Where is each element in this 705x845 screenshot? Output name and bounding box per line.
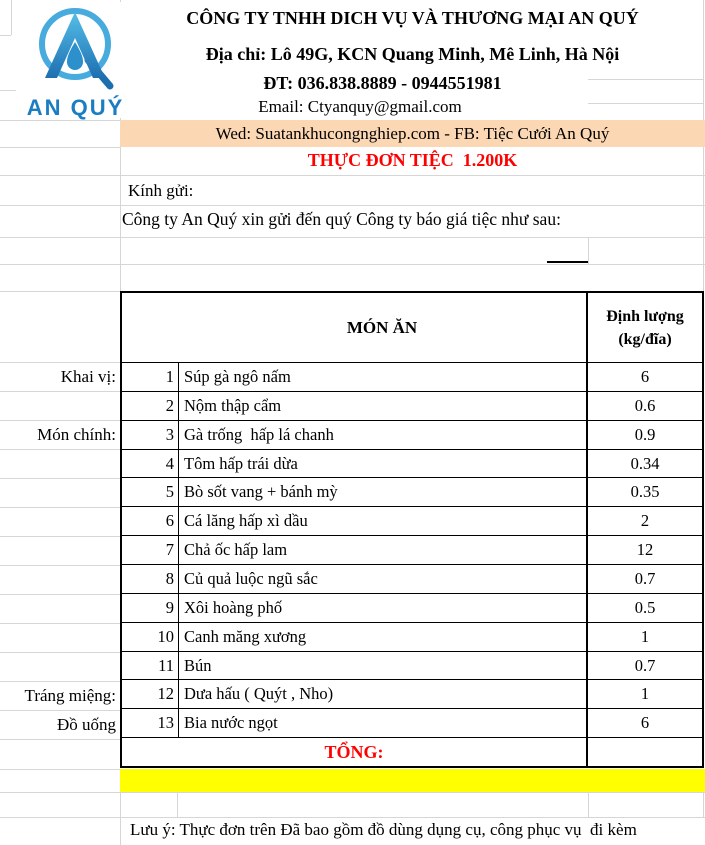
total-row: [122, 738, 702, 766]
dish-quantity: 2: [640, 511, 650, 531]
dish-name: Củ quả luộc ngũ sắc: [179, 565, 588, 593]
dish-quantity: 0.9: [634, 424, 656, 444]
dish-name: Chả ốc hấp lam: [179, 536, 588, 564]
dish-name: Bò sốt vang + bánh mỳ: [179, 478, 588, 506]
total-value-cell: [588, 738, 702, 766]
dish-number: 3: [122, 421, 179, 449]
gridline: [0, 739, 120, 740]
dish-quantity: 6: [640, 366, 650, 386]
gridline: [703, 792, 704, 817]
table-row: [122, 478, 702, 507]
highlight-band: [120, 769, 705, 792]
table-row: [122, 507, 702, 536]
gridline: [0, 652, 120, 653]
table-row: [122, 709, 702, 738]
gridline: [588, 792, 589, 817]
company-email: Email: Ctyanquy@gmail.com: [258, 97, 462, 116]
table-row: [122, 363, 702, 392]
gridline: [0, 175, 705, 176]
blank-underline: [547, 261, 588, 263]
category-label-trang-mieng: Tráng miệng:: [24, 685, 116, 705]
dish-quantity: 0.35: [630, 482, 660, 502]
greeting-label: Kính gửi:: [128, 181, 194, 200]
category-label-mon-chinh: Món chính:: [37, 424, 116, 444]
quantity-header-line1: Định lượng: [606, 307, 684, 325]
table-row: [122, 450, 702, 479]
menu-title: THỰC ĐƠN TIỆC 1.200K: [307, 150, 518, 170]
dish-number: 8: [122, 565, 179, 593]
dish-number: 4: [122, 450, 179, 478]
table-row: [122, 565, 702, 594]
dish-number: 10: [122, 623, 179, 651]
dish-name: Bia nước ngọt: [179, 709, 588, 737]
gridline: [0, 237, 705, 238]
menu-table: [120, 291, 704, 768]
gridline: [0, 449, 120, 450]
dish-quantity: 1: [640, 684, 650, 704]
dish-name: Bún: [179, 652, 588, 680]
company-logo: [18, 2, 133, 118]
company-address: Địa chỉ: Lô 49G, KCN Quang Minh, Mê Linh, Hà Nội: [205, 44, 620, 64]
gridline: [0, 90, 16, 91]
intro-line: Công ty An Quý xin gửi đến quý Công ty báo giá tiệc như sau:: [122, 209, 561, 229]
company-name: CÔNG TY TNHH DICH VỤ VÀ THƯƠNG MẠI AN QUÝ: [186, 8, 639, 28]
gridline: [120, 792, 121, 845]
quantity-column-header: [588, 293, 702, 362]
dish-number: 9: [122, 594, 179, 622]
table-row: [122, 594, 702, 623]
dish-number: 11: [122, 652, 179, 680]
gridline: [0, 565, 120, 566]
dish-name: Xôi hoàng phố: [179, 594, 588, 622]
gridline: [0, 391, 120, 392]
gridline: [588, 237, 589, 264]
table-row: [122, 652, 702, 681]
logo-mark-icon: [22, 2, 130, 94]
dish-name: Canh măng xương: [179, 623, 588, 651]
dish-number: 13: [122, 709, 179, 737]
dish-number: 7: [122, 536, 179, 564]
gridline: [0, 35, 11, 36]
dish-number: 6: [122, 507, 179, 535]
dish-quantity: 1: [640, 626, 650, 646]
dish-name: Tôm hấp trái dừa: [179, 450, 588, 478]
gridline: [11, 0, 12, 35]
table-row: [122, 623, 702, 652]
gridline: [0, 536, 120, 537]
dish-column-header: MÓN ĂN: [122, 293, 588, 362]
company-phone: ĐT: 036.838.8889 - 0944551981: [263, 73, 502, 93]
dish-name: Cá lăng hấp xì dầu: [179, 507, 588, 535]
dish-quantity: 0.34: [630, 453, 660, 473]
gridline: [0, 291, 120, 292]
category-label-khai-vi: Khai vị:: [60, 366, 116, 386]
dish-number: 2: [122, 392, 179, 420]
dish-number: 12: [122, 680, 179, 708]
gridline: [0, 769, 120, 770]
category-label-do-uong: Đồ uống: [56, 714, 116, 734]
dish-quantity: 6: [640, 713, 650, 733]
gridline: [0, 594, 120, 595]
gridline: [0, 478, 120, 479]
dish-number: 5: [122, 478, 179, 506]
table-header-row: [122, 293, 702, 363]
dish-quantity: 0.7: [634, 655, 656, 675]
dish-quantity: 0.7: [634, 568, 656, 588]
dish-name: Súp gà ngô nấm: [179, 363, 588, 391]
table-row: [122, 536, 702, 565]
quantity-header-line2: (kg/đĩa): [618, 330, 672, 348]
company-web-banner: Wed: Suatankhucongnghiep.com - FB: Tiệc Cưới An Quý: [120, 120, 705, 147]
gridline: [0, 507, 120, 508]
gridline: [177, 792, 178, 817]
gridline: [0, 623, 120, 624]
gridline: [0, 147, 120, 148]
footer-note: Lưu ý: Thực đơn trên Đã bao gồm đồ dùng dụng cụ, công phục vụ đi kèm: [130, 820, 637, 839]
total-label: TỔNG:: [122, 738, 588, 766]
logo-text: AN QUÝ: [26, 95, 125, 120]
table-row: [122, 392, 702, 421]
table-row: [122, 680, 702, 709]
dish-name: Gà trống hấp lá chanh: [179, 421, 588, 449]
gridline: [0, 792, 705, 793]
dish-number: 1: [122, 363, 179, 391]
dish-name: Dưa hấu ( Quýt , Nho): [179, 680, 588, 708]
gridline: [588, 103, 703, 104]
table-row: [122, 421, 702, 450]
dish-quantity: 12: [636, 540, 654, 560]
dish-quantity: 0.5: [634, 597, 656, 617]
gridline: [0, 205, 705, 206]
gridline: [0, 264, 705, 265]
gridline: [0, 817, 705, 818]
dish-quantity: 0.6: [634, 395, 656, 415]
dish-name: Nộm thập cẩm: [179, 392, 588, 420]
